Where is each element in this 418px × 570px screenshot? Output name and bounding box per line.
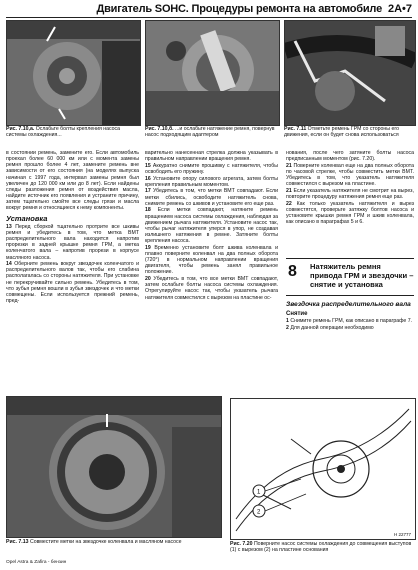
caption-fig-7-10a: Рис. 7.10,а. Ослабьте болты крепления насоса системы охлаждения... [6,126,121,139]
crankshaft-sprocket-photo-illustration [7,397,221,537]
paragraph-lead: варительно нанесенная стрелка должна указывать в правильном направлении вращения ремня. [145,150,278,163]
step-16: 16 Установите опору силового агрегата, затем болты крепления правильным моментом. [145,175,278,188]
text-column-3 [286,150,414,226]
step-13: 13 Перед сборкой тщательно протрите все шкивы ремня и убедитесь в том, что метка ВМТ распределительного вала находится напротив прорезки в задней крышке ремня ГРМ, а метка коленчатого вала – напротив прорези в корпусе масляного насоса. [6,223,139,261]
marker-2: 2 [257,509,261,516]
text-column-1 [6,150,139,305]
step-22: 22 Как только указатель натяжителя и вырез совместятся, проверьте затяжку болтов насоса и установите крышки ремня ГРМ и шкив коленвала, как описано в параграфах 5 и 6. [286,200,414,226]
step-21: 21 Поверните коленвал еще на два полных оборота по часовой стрелке, чтобы совместить метки ВМТ. Убедитесь в том, что указатель натяжителя совместился с вырезом на пластине. [286,162,414,188]
heading-installation: Установка [6,213,48,223]
section-number: 8 [288,263,297,280]
removal-step-1: 1 Снимите ремень ГРМ, как описано в параграфе 7. [286,318,413,325]
header-title: Двигатель SOHC. Процедуры ремонта на автомобиле [96,3,382,15]
marker-1: 1 [257,489,261,496]
caption-fig-7-20: Рис. 7.20 Поверните насос системы охлаждения до совмещения выступов (1) с вырезом (2) на пластине основания [230,541,412,554]
caption-fig-7-13: Рис. 7.13 Совместите метки на звездочке коленвала и масляном насосе [6,539,182,545]
step-15: 15 Аккуратно снимите прошивку с натяжителя, чтобы освободить его пружину. [145,162,278,175]
caption-fig-7-11: Рис. 7.11 Отметьте ремень ГРМ со стороны его движения, если он будет снова использоваться [284,126,400,139]
water-pump-alignment-drawing [231,399,415,539]
caption-fig-7-10b: Рис. 7.10,б. ...и ослабьте натяжение ремня, повернув насос подходящим адаптером [145,126,275,139]
sub-heading-camshaft-sprocket: Звездочка распределительного вала [286,301,411,308]
photo-timing-belt-mark [284,20,416,126]
page-header [6,3,412,18]
section-title: Натяжитель ремня привода ГРМ и звездочки – снятие и установка [310,262,414,289]
step-19: 19 Временно установите болт шкива коленвала и плавно поверните коленвал на два полных оборота (720°) в нормальном направлении вращения двигателя, чтобы ремень занял правильное положение. [145,244,278,276]
step-20: 20 Убедитесь в том, что все метки ВМТ совпадают, затем ослабьте болты насоса системы охлаждения. Отрегулируйте насос так, чтобы указатель рычага натяжителя совместился с вырезом на пластине ос- [145,276,278,301]
timing-belt-photo-illustration [285,21,415,125]
step-17: 17 Убедитесь в том, что метки ВМТ совпадают. Если метки сбились, освободите натяжитель снова, снимите ремень со шкивов и установите его еще раз. [145,188,278,207]
paragraph-intro: в состоянии ремень, замените его. Если автомобиль проехал более 60 000 км или с момента замены ремня прошло более 4 лет, замените ремень вне зависимости от его состояния (на моделях выпуска начиная с 1997 года, интервал замены ремня был увеличен до 120 000 км или до 8 лет). Если найдены следы разложения ремня от воздействия масла, найдите источник его появления и устраните причину, затем тщательно смойте все следы грязи и масла вокруг ремня и относящиеся к нему компоненты. [6,150,139,212]
diagram-ref: H 22777 [393,532,411,537]
step-21b: 21 Если указатель натяжителя не смотрит на вырез, повторите процедуру натяжения ремня еще раз. [286,187,414,201]
pump-adapter-photo-illustration [146,21,279,125]
page-footer: Opel Astra & Zafira - бензин [6,560,67,565]
removal-step-2: 2 Для данной операции необходимо [286,324,374,331]
paragraph-lead-3: нования, после чего затяните болты насоса предписанным моментом (рис. 7.20). [286,150,414,163]
photo-water-pump-bolts [6,20,141,126]
step-14: 14 Оберните ремень вокруг звездочек коленчатого и распределительного валов так, чтобы его слабина располагалась со стороны натяжителя. При установке не перекручивайте сильно ремень. Убедитесь в том, что зубья ремня вошли в зубья звездочек и что метки совмещены. Если используется прежний ремень, пред- [6,261,139,305]
heading-removal: Снятие [286,311,308,318]
header-page-code: 2A•7 [387,3,412,15]
text-column-2 [145,150,278,301]
water-pump-photo-illustration [7,21,140,125]
section-8-title-box [286,258,414,296]
photo-crankshaft-sprocket [6,396,222,538]
diagram-water-pump-alignment [230,398,416,540]
step-18: 18 Если метки совпадают, натяните ремень вращением насоса системы охлаждения, наблюдая за движением рычага натяжителя. Установите насос так, чтобы рычаг натяжителя уперся в упор, не создавая излишнего натяжения в ремне. Затяните болты крепления насоса. [145,207,278,245]
photo-pump-adapter [145,20,280,126]
text-column-3-lower [286,298,414,332]
